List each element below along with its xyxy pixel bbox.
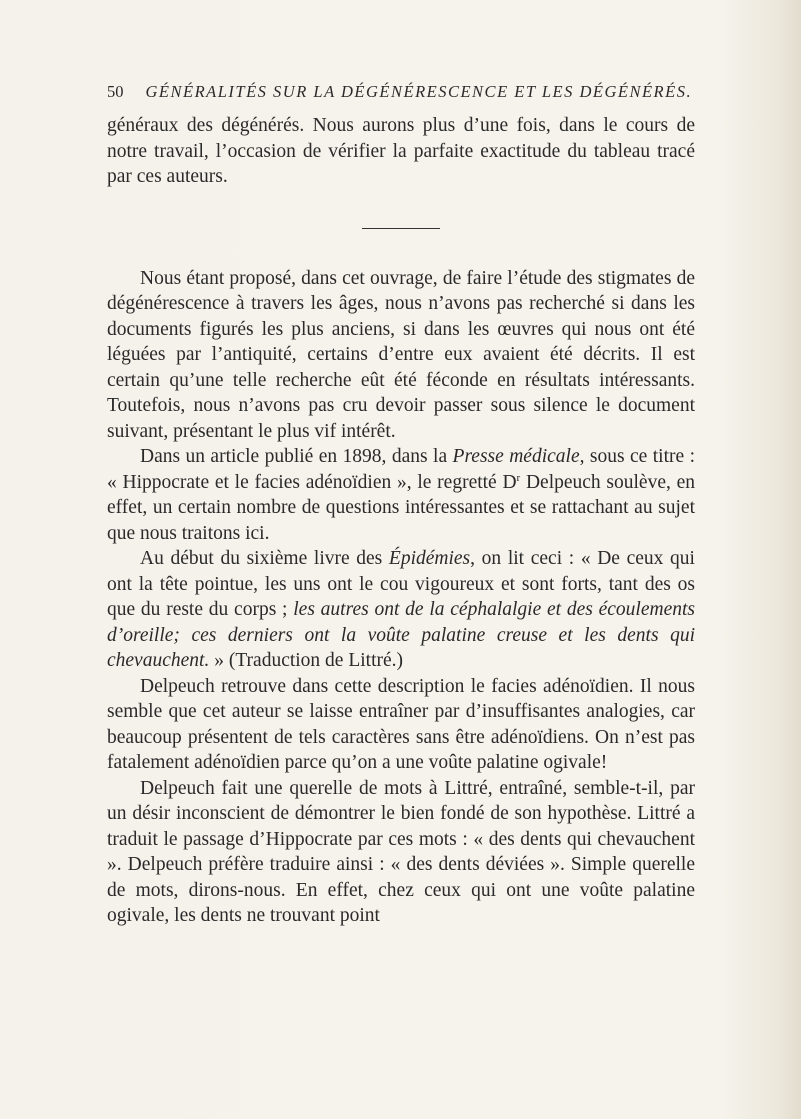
paragraph-continuation: généraux des dégénérés. Nous aurons plus d’une fois, dans le cours de notre travail, l’occasion de vérifier la parfaite exactitude du tableau tracé par ces auteurs. bbox=[107, 115, 695, 187]
body-text bbox=[107, 113, 695, 929]
doctor-superscript: r bbox=[516, 471, 521, 484]
p2-text-c: , sous ce titre : « Hippocrate et le facies adénoïdien », le regretté D bbox=[107, 446, 695, 493]
quoted-italic: les autres ont de la céphalalgie et des écoulements d’oreille; ces derniers ont la voûte palatine creuse et les dents qui chevauchent. bbox=[107, 599, 696, 671]
paragraph-2 bbox=[107, 444, 695, 546]
paragraph-1: Nous étant proposé, dans cet ouvrage, de faire l’étude des stigmates de dégénérescence à travers les âges, nous n’avons pas recherché si dans les documents figurés les plus anciens, si dans les œuvres qui nous ont été léguées par l’antiquité, certains d’entre eux avaient été décrits. Il est certain qu’une telle recherche eût été féconde en résultats intéressants. Toutefois, nous n’avons pas cru devoir passer sous silence le document suivant, présentant le plus vif intérêt. bbox=[107, 267, 695, 442]
p3-text-c: , on lit ceci : « De ceux qui ont la tête pointue, les uns ont le cou vigoureux et sont forts, tant des os que du reste du corps ; bbox=[107, 548, 695, 620]
page-number: 50 bbox=[107, 82, 124, 101]
section-divider bbox=[362, 228, 440, 229]
paragraph-4: Delpeuch retrouve dans cette description le facies adénoïdien. Il nous semble que cet auteur se laisse entraîner par d’insuffisantes analogies, car beaucoup présentent de tels caractères sans être adénoïdiens. On n’est pas fatalement adénoïdien parce qu’on a une voûte palatine ogivale! bbox=[107, 675, 695, 773]
journal-title: Presse médicale bbox=[452, 446, 580, 467]
p3-text-a: Au début du sixième livre des bbox=[140, 548, 389, 569]
running-header bbox=[107, 82, 707, 102]
p2-text-a: Dans un article publié en 1898, dans la bbox=[140, 446, 453, 467]
p2-text-d: Delpeuch soulève, en effet, un certain nombre de questions intéressantes et se rattachant au sujet que nous traitons ici. bbox=[107, 471, 696, 544]
book-title: Épidémies bbox=[388, 548, 471, 569]
paragraph-5: Delpeuch fait une querelle de mots à Littré, entraîné, semble-t-il, par un désir inconscient de démontrer le bien fondé de son hypothèse. Littré a traduit le passage d’Hippocrate par ces mots : « des dents qui chevauchent ». Delpeuch préfère traduire ainsi : « des dents déviées ». Simple querelle de mots, dirons-nous. En effet, chez ceux qui ont une voûte palatine ogivale, les dents ne trouvant point bbox=[107, 777, 695, 926]
paragraph-3 bbox=[107, 546, 695, 674]
running-title: GÉNÉRALITÉS SUR LA DÉGÉNÉRESCENCE ET LES DÉGÉNÉRÉS. bbox=[145, 82, 693, 101]
p3-text-e: » (Traduction de Littré.) bbox=[209, 650, 404, 671]
